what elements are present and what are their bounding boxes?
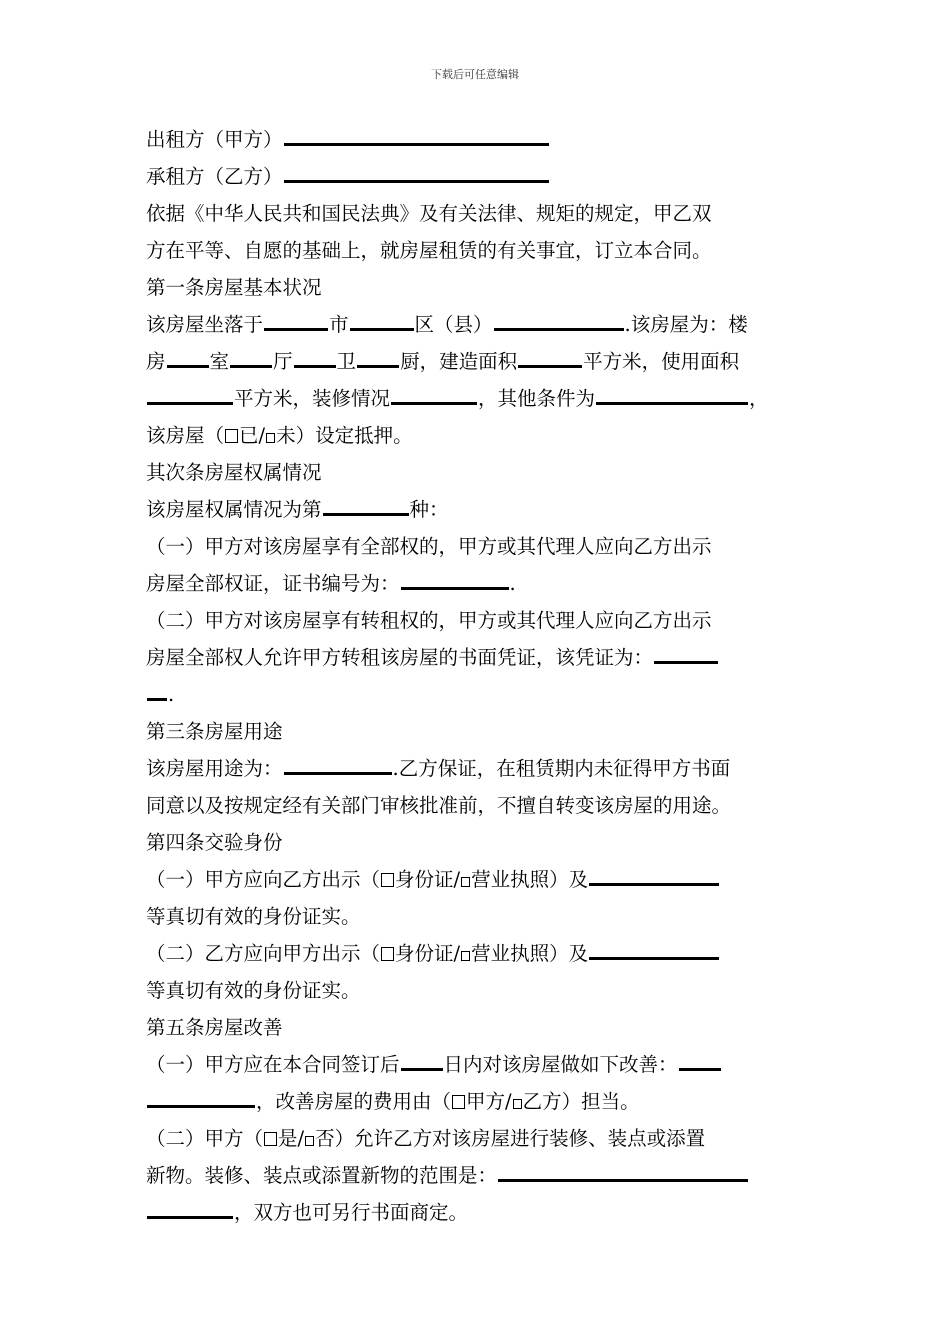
contract-line bbox=[146, 232, 810, 269]
contract-line bbox=[146, 676, 810, 713]
fill-in-blank[interactable] bbox=[294, 349, 336, 368]
contract-line bbox=[146, 121, 810, 158]
line-text: 未）设定抵押。 bbox=[276, 424, 413, 447]
line-text: 其次条房屋权属情况 bbox=[146, 461, 322, 484]
line-text: 营业执照）及 bbox=[471, 942, 589, 965]
line-text: （二）甲方（ bbox=[146, 1127, 264, 1150]
line-text: 身份证/ bbox=[395, 942, 461, 965]
contract-line bbox=[146, 306, 810, 343]
line-text: 营业执照）及 bbox=[471, 868, 589, 891]
line-text: 出租方（甲方） bbox=[146, 128, 283, 151]
line-text: 甲方/ bbox=[466, 1090, 512, 1113]
line-text: 第四条交验身份 bbox=[146, 831, 283, 854]
checkbox-icon[interactable] bbox=[305, 1136, 314, 1146]
contract-line bbox=[146, 972, 810, 1009]
line-text: 日内对该房屋做如下改善： bbox=[443, 1053, 678, 1076]
line-text: 该房屋坐落于 bbox=[146, 313, 264, 336]
checkbox-icon[interactable] bbox=[461, 877, 470, 887]
line-text: 该房屋用途为： bbox=[146, 757, 283, 780]
contract-line bbox=[146, 491, 810, 528]
line-text: （一）甲方对该房屋享有全部权的，甲方或其代理人应向乙方出示 bbox=[146, 535, 712, 558]
checkbox-icon[interactable] bbox=[225, 429, 238, 443]
line-text: 市 bbox=[329, 313, 349, 336]
contract-line bbox=[146, 269, 810, 306]
line-text: ，其他条件为 bbox=[478, 387, 596, 410]
line-text: 该房屋权属情况为第 bbox=[146, 498, 322, 521]
fill-in-blank[interactable] bbox=[147, 1089, 255, 1108]
fill-in-blank[interactable] bbox=[284, 164, 549, 183]
contract-line bbox=[146, 417, 810, 454]
contract-line bbox=[146, 750, 810, 787]
line-text: 该房屋（ bbox=[146, 424, 225, 447]
line-text: . bbox=[168, 683, 175, 706]
line-text: 依据《中华人民共和国民法典》及有关法律、规矩的规定，甲乙双 bbox=[146, 202, 712, 225]
line-text: 厨，建造面积 bbox=[400, 350, 518, 373]
line-text: 厅 bbox=[273, 350, 293, 373]
fill-in-blank[interactable] bbox=[167, 349, 209, 368]
fill-in-blank[interactable] bbox=[654, 645, 718, 664]
line-text: 平方米，装修情况 bbox=[234, 387, 391, 410]
line-text: .该房屋为：楼 bbox=[624, 313, 748, 336]
line-text: （二）乙方应向甲方出示（ bbox=[146, 942, 381, 965]
fill-in-blank[interactable] bbox=[284, 127, 549, 146]
contract-line bbox=[146, 1009, 810, 1046]
line-text: 房屋全部权证，证书编号为： bbox=[146, 572, 400, 595]
contract-line bbox=[146, 1083, 810, 1120]
line-text: 平方米，使用面积 bbox=[583, 350, 740, 373]
checkbox-icon[interactable] bbox=[461, 951, 470, 961]
contract-line bbox=[146, 602, 810, 639]
fill-in-blank[interactable] bbox=[589, 941, 719, 960]
line-text: （二）甲方对该房屋享有转租权的，甲方或其代理人应向乙方出示 bbox=[146, 609, 712, 632]
contract-line bbox=[146, 380, 810, 417]
line-text: （一）甲方应在本合同签订后 bbox=[146, 1053, 400, 1076]
contract-line bbox=[146, 1046, 810, 1083]
contract-line bbox=[146, 861, 810, 898]
contract-line bbox=[146, 1120, 810, 1157]
checkbox-icon[interactable] bbox=[381, 873, 394, 887]
fill-in-blank[interactable] bbox=[284, 756, 392, 775]
line-text: ， bbox=[749, 387, 769, 410]
line-text: 方在平等、自愿的基础上，就房屋租赁的有关事宜，订立本合同。 bbox=[146, 239, 712, 262]
contract-body bbox=[146, 121, 810, 1231]
contract-line bbox=[146, 713, 810, 750]
line-text: 第三条房屋用途 bbox=[146, 720, 283, 743]
checkbox-icon[interactable] bbox=[264, 1132, 277, 1146]
checkbox-icon[interactable] bbox=[452, 1095, 465, 1109]
line-text: 第一条房屋基本状况 bbox=[146, 276, 322, 299]
checkbox-icon[interactable] bbox=[266, 433, 275, 443]
line-text: 房屋全部权人允许甲方转租该房屋的书面凭证，该凭证为： bbox=[146, 646, 654, 669]
line-text: . bbox=[509, 572, 516, 595]
fill-in-blank[interactable] bbox=[147, 1200, 233, 1219]
fill-in-blank[interactable] bbox=[589, 867, 719, 886]
contract-line bbox=[146, 454, 810, 491]
line-text: 同意以及按规定经有关部门审核批准前，不擅自转变该房屋的用途。 bbox=[146, 794, 732, 817]
line-text: 是/ bbox=[278, 1127, 305, 1150]
fill-in-blank[interactable] bbox=[264, 312, 328, 331]
line-text: 否）允许乙方对该房屋进行装修、装点或添置 bbox=[315, 1127, 706, 1150]
fill-in-blank[interactable] bbox=[350, 312, 414, 331]
line-text: 等真切有效的身份证实。 bbox=[146, 905, 361, 928]
fill-in-blank[interactable] bbox=[401, 1052, 443, 1071]
fill-in-blank[interactable] bbox=[230, 349, 272, 368]
line-text: 等真切有效的身份证实。 bbox=[146, 979, 361, 1002]
fill-in-blank[interactable] bbox=[401, 571, 509, 590]
line-text: 区（县） bbox=[414, 313, 493, 336]
fill-in-blank[interactable] bbox=[391, 386, 477, 405]
fill-in-blank[interactable] bbox=[357, 349, 399, 368]
line-text: 种： bbox=[409, 498, 449, 521]
line-text: 已/ bbox=[239, 424, 266, 447]
line-text: 第五条房屋改善 bbox=[146, 1016, 283, 1039]
contract-line bbox=[146, 565, 810, 602]
fill-in-blank[interactable] bbox=[494, 312, 624, 331]
contract-line bbox=[146, 1157, 810, 1194]
line-text: 室 bbox=[209, 350, 230, 373]
line-text: .乙方保证，在租赁期内未征得甲方书面 bbox=[392, 757, 731, 780]
contract-line bbox=[146, 158, 810, 195]
contract-line bbox=[146, 935, 810, 972]
contract-line bbox=[146, 528, 810, 565]
line-text: 房 bbox=[146, 350, 166, 373]
fill-in-blank[interactable] bbox=[147, 386, 233, 405]
fill-in-blank[interactable] bbox=[498, 1163, 748, 1182]
line-text: （一）甲方应向乙方出示（ bbox=[146, 868, 381, 891]
line-text: ，改善房屋的费用由（ bbox=[256, 1090, 452, 1113]
contract-line bbox=[146, 343, 810, 380]
fill-in-blank[interactable] bbox=[147, 682, 167, 701]
line-text: 乙方）担当。 bbox=[522, 1090, 640, 1113]
fill-in-blank[interactable] bbox=[679, 1052, 721, 1071]
line-text: 身份证/ bbox=[395, 868, 461, 891]
fill-in-blank[interactable] bbox=[323, 497, 409, 516]
line-text: 新物。装修、装点或添置新物的范围是： bbox=[146, 1164, 498, 1187]
page-header: 下载后可任意编辑 bbox=[431, 68, 519, 81]
checkbox-icon[interactable] bbox=[513, 1099, 522, 1109]
contract-line bbox=[146, 898, 810, 935]
contract-line bbox=[146, 1194, 810, 1231]
fill-in-blank[interactable] bbox=[518, 349, 582, 368]
contract-line bbox=[146, 639, 810, 676]
contract-line bbox=[146, 195, 810, 232]
line-text: 卫 bbox=[336, 350, 357, 373]
line-text: 承租方（乙方） bbox=[146, 165, 283, 188]
checkbox-icon[interactable] bbox=[381, 947, 394, 961]
contract-line bbox=[146, 824, 810, 861]
contract-line bbox=[146, 787, 810, 824]
line-text: ，双方也可另行书面商定。 bbox=[234, 1201, 469, 1224]
fill-in-blank[interactable] bbox=[596, 386, 748, 405]
